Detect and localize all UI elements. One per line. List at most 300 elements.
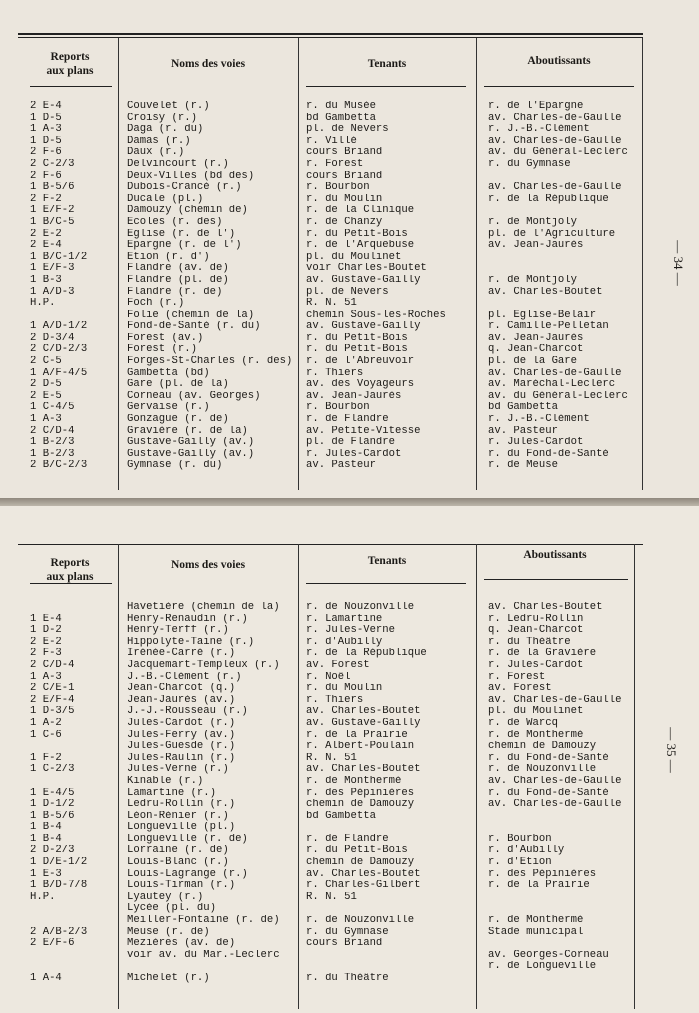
plan-ref: 1 B/C-1/2 <box>30 251 88 263</box>
street-name: Gare (pl. de la) <box>127 379 229 391</box>
tenant: chemin Sous-les-Roches <box>306 309 446 321</box>
tenant: av. Gustave-Gailly <box>306 274 421 286</box>
street-name: Havetière (chemin de la) <box>127 602 280 613</box>
aboutissant: av. Georges-Corneau <box>488 949 609 961</box>
street-name: Kinable (r.) <box>127 775 204 787</box>
table-row <box>0 252 699 264</box>
tenant: r. de Flandre <box>306 414 389 426</box>
tenant: cours Briand <box>306 170 383 182</box>
table-row <box>0 753 699 765</box>
header-reports-line1: Reports <box>50 51 90 63</box>
table-row <box>0 159 699 171</box>
aboutissant: av. Charles-de-Gaulle <box>488 694 622 706</box>
table-row <box>0 845 699 857</box>
plan-ref: 2 E/F-6 <box>30 938 75 950</box>
page-number: — 35 — <box>663 727 679 773</box>
tenant: r. du Petit-Bois <box>306 332 408 344</box>
street-name: Louis-Lagrange (r.) <box>127 868 248 880</box>
tenant: r. du Moulin <box>306 683 383 695</box>
table-row <box>0 880 699 892</box>
street-name: Damouzy (chemin de) <box>127 205 248 217</box>
plan-ref: 1 A-3 <box>30 671 62 683</box>
tenant: pl. de Nevers <box>306 286 389 298</box>
table-row <box>0 321 699 333</box>
plan-ref: 1 A/F-4/5 <box>30 367 88 379</box>
tenant: bd Gambetta <box>306 112 376 124</box>
plan-ref: 1 A/D-3 <box>30 286 75 298</box>
tenant: av. Petite-Vitesse <box>306 425 421 437</box>
table-row <box>0 310 699 322</box>
street-name: Jules-Raulin (r.) <box>127 752 236 764</box>
street-name: Epargne (r. de l') <box>127 240 242 252</box>
aboutissant: bd Gambetta <box>488 402 558 414</box>
aboutissant: av. Jean-Jaurès <box>488 240 584 252</box>
table-row <box>0 205 699 217</box>
street-name: Gervaise (r.) <box>127 402 210 414</box>
table-row <box>0 811 699 823</box>
tenant: pl. de Nevers <box>306 124 389 136</box>
tenant: r. de la Clinique <box>306 205 415 217</box>
table-row <box>0 194 699 206</box>
street-name: Lyautey (r.) <box>127 891 204 903</box>
tenant: r. de Chanzy <box>306 216 383 228</box>
aboutissant: r. Bourbon <box>488 833 552 845</box>
table-row <box>0 857 699 869</box>
tenant: pl. de Flandre <box>306 437 396 449</box>
tenant: R. N. 51 <box>306 891 357 903</box>
table-row <box>0 344 699 356</box>
aboutissant: av. Charles-de-Gaulle <box>488 799 622 811</box>
plan-ref: 1 B/C-5 <box>30 216 75 228</box>
aboutissant: av. Charles-de-Gaulle <box>488 182 622 194</box>
street-name: Jules-Guesde (r.) <box>127 741 236 753</box>
table-row <box>0 915 699 927</box>
tenant: r. des Pépinières <box>306 787 415 799</box>
tenant: av. Jean-Jaurès <box>306 390 402 402</box>
table-row <box>0 683 699 695</box>
plan-ref: 1 C-2/3 <box>30 764 75 776</box>
table-row <box>0 124 699 136</box>
plan-ref: 2 D-2/3 <box>30 845 75 857</box>
plan-ref: 2 E/F-4 <box>30 694 75 706</box>
header-underline <box>306 86 466 87</box>
plan-ref: 1 A-2 <box>30 717 62 729</box>
street-name: J.-B.-Clément (r.) <box>127 671 242 683</box>
table-row <box>0 368 699 380</box>
aboutissant: r. de Meuse <box>488 460 558 472</box>
plan-ref: 2 E-5 <box>30 390 62 402</box>
aboutissant: av. du Général-Leclerc <box>488 147 628 159</box>
table-row <box>0 217 699 229</box>
tenant: r. de la République <box>306 648 427 660</box>
plan-ref: 1 D-3/5 <box>30 706 75 718</box>
table-row <box>0 229 699 241</box>
plan-ref: 2 A/B-2/3 <box>30 926 88 938</box>
aboutissant: av. Charles-de-Gaulle <box>488 367 622 379</box>
table-row <box>0 437 699 449</box>
aboutissant: r. J.-B.-Clément <box>488 414 590 426</box>
street-name: Meiller-Fontaine (r. de) <box>127 915 280 927</box>
street-name: Jacquemart-Templeux (r.) <box>127 659 280 671</box>
aboutissant: av. Pasteur <box>488 425 558 437</box>
aboutissant: r. des Pépinières <box>488 868 597 880</box>
aboutissant: av. Forest <box>488 683 552 695</box>
aboutissant: r. du Gymnase <box>488 158 571 170</box>
tenant: r. du Musée <box>306 101 376 112</box>
aboutissant: r. de Longueville <box>488 961 597 973</box>
plan-ref: 1 B-5/6 <box>30 182 75 194</box>
plan-ref: 1 B-2/3 <box>30 448 75 460</box>
page-gutter <box>0 498 699 506</box>
table-row <box>0 741 699 753</box>
street-name: Ducale (pl.) <box>127 193 204 205</box>
table-row <box>0 950 699 962</box>
aboutissant: pl. du Moulinet <box>488 706 584 718</box>
aboutissant: av. Charles-de-Gaulle <box>488 112 622 124</box>
tenant: R. N. 51 <box>306 298 357 310</box>
aboutissant: r. de Monthermé <box>488 915 584 927</box>
table-row <box>0 927 699 939</box>
aboutissant: r. Forest <box>488 671 546 683</box>
aboutissant: av. Charles-Boutet <box>488 602 603 613</box>
top-rule <box>18 33 643 35</box>
tenant: av. Charles-Boutet <box>306 706 421 718</box>
plan-ref: 2 D-5 <box>30 379 62 391</box>
tenant: r. du Petit-Bois <box>306 344 408 356</box>
aboutissant: r. de Montjoly <box>488 274 578 286</box>
aboutissant: r. du Fond-de-Santé <box>488 448 609 460</box>
plan-ref: 1 D-1/2 <box>30 799 75 811</box>
tenant: r. Jules-Verne <box>306 625 396 637</box>
table-row <box>0 147 699 159</box>
street-name: J.-J.-Rousseau (r.) <box>127 706 248 718</box>
street-name: Louis-Blanc (r.) <box>127 857 229 869</box>
plan-ref: 2 C/E-1 <box>30 683 75 695</box>
street-name: Fond-de-Santé (r. du) <box>127 321 261 333</box>
table-row <box>0 263 699 275</box>
plan-ref: 1 E-3 <box>30 868 62 880</box>
table-row <box>0 776 699 788</box>
tenant: r. Charles-Gilbert <box>306 880 421 892</box>
header-underline <box>484 579 628 580</box>
plan-ref: 1 B-5/6 <box>30 810 75 822</box>
table-row <box>0 625 699 637</box>
table-row <box>0 614 699 626</box>
street-name: Gonzague (r. de) <box>127 414 229 426</box>
aboutissant: av. Charles-de-Gaulle <box>488 135 622 147</box>
street-name: Lorraine (r. de) <box>127 845 229 857</box>
aboutissant: r. Ledru-Rollin <box>488 613 584 625</box>
aboutissant: av. Charles-Boutet <box>488 286 603 298</box>
tenant: chemin de Damouzy <box>306 857 415 869</box>
table-row <box>0 275 699 287</box>
table-row <box>0 602 699 614</box>
page-34 <box>0 0 699 498</box>
street-name: Deux-Villes (bd des) <box>127 170 255 182</box>
header-aboutissants: Aboutissants <box>527 55 591 67</box>
aboutissant: pl. de l'Agriculture <box>488 228 616 240</box>
plan-ref: 1 C-4/5 <box>30 402 75 414</box>
plan-ref: 1 B/D-7/8 <box>30 880 88 892</box>
street-name: Gravière (r. de la) <box>127 425 248 437</box>
plan-ref: 1 E/F-2 <box>30 205 75 217</box>
plan-ref: H.P. <box>30 891 56 903</box>
tenant: cours Briand <box>306 938 383 950</box>
page-number: — 34 — <box>670 240 686 286</box>
aboutissant: r. Jules-Cardot <box>488 659 584 671</box>
tenant: av. Pasteur <box>306 460 376 472</box>
table-row <box>0 460 699 472</box>
plan-ref: 1 D-5 <box>30 112 62 124</box>
tenant: r. du Théâtre <box>306 973 389 984</box>
plan-ref: H.P. <box>30 298 56 310</box>
tenant: r. d'Aubilly <box>306 636 383 648</box>
header-reports-line1: Reports <box>50 557 90 569</box>
aboutissant: r. Camille-Pelletan <box>488 321 609 333</box>
street-name: Gymnase (r. du) <box>127 460 223 472</box>
tenant: pl. du Moulinet <box>306 251 402 263</box>
plan-ref: 1 E-4/5 <box>30 787 75 799</box>
tenant: r. du Moulin <box>306 193 383 205</box>
aboutissant: r. d'Etion <box>488 857 552 869</box>
street-name: Lycée (pl. du) <box>127 903 217 915</box>
plan-ref: 2 F-3 <box>30 648 62 660</box>
table-row <box>0 730 699 742</box>
header-reports-line2: aux plans <box>46 65 94 77</box>
plan-ref: 1 A-4 <box>30 973 62 984</box>
plan-ref: 1 D-2 <box>30 625 62 637</box>
page-35 <box>0 506 699 1013</box>
table-row <box>0 414 699 426</box>
tenant: r. du Petit-Bois <box>306 228 408 240</box>
aboutissant: r. Jules-Cardot <box>488 437 584 449</box>
street-name: Jean-Charcot (q.) <box>127 683 236 695</box>
aboutissant: r. de la République <box>488 193 609 205</box>
plan-ref: 2 F-6 <box>30 147 62 159</box>
table-row <box>0 961 699 973</box>
street-name: Flandre (r. de) <box>127 286 223 298</box>
table-row <box>0 101 699 113</box>
street-table-35 <box>0 602 699 985</box>
street-name: Daux (r.) <box>127 147 185 159</box>
aboutissant: q. Jean-Charcot <box>488 344 584 356</box>
table-row <box>0 648 699 660</box>
plan-ref: 1 B-3 <box>30 274 62 286</box>
aboutissant: av. Maréchal-Leclerc <box>488 379 616 391</box>
header-tenants: Tenants <box>367 555 407 567</box>
table-row <box>0 822 699 834</box>
plan-ref: 2 E-4 <box>30 240 62 252</box>
street-name: Henry-Renaudin (r.) <box>127 613 248 625</box>
street-name: Foch (r.) <box>127 298 185 310</box>
table-row <box>0 672 699 684</box>
header-noms: Noms des voies <box>170 559 246 571</box>
table-row <box>0 892 699 904</box>
street-name: Corneau (av. Georges) <box>127 390 261 402</box>
header-underline <box>30 583 112 584</box>
street-name: Ecoles (r. des) <box>127 216 223 228</box>
plan-ref: 1 F-2 <box>30 752 62 764</box>
street-name: Forest (r.) <box>127 344 197 356</box>
plan-ref: 1 A-3 <box>30 124 62 136</box>
street-name: Mezières (av. de) <box>127 938 236 950</box>
aboutissant: pl. Eglise-Belair <box>488 309 597 321</box>
plan-ref: 2 E-4 <box>30 101 62 112</box>
aboutissant: r. d'Aubilly <box>488 845 565 857</box>
tenant: r. de Flandre <box>306 833 389 845</box>
table-row <box>0 356 699 368</box>
street-name: Jean-Jaurès (av.) <box>127 694 236 706</box>
table-row <box>0 171 699 183</box>
aboutissant: r. de la Gravière <box>488 648 597 660</box>
street-name: Louis-Tirman (r.) <box>127 880 236 892</box>
table-row <box>0 788 699 800</box>
table-row <box>0 379 699 391</box>
table-row <box>0 834 699 846</box>
plan-ref: 2 C/D-4 <box>30 425 75 437</box>
tenant: av. des Voyageurs <box>306 379 415 391</box>
plan-ref: 2 C/D-4 <box>30 659 75 671</box>
table-row <box>0 695 699 707</box>
street-name: Jules-Verne (r.) <box>127 764 229 776</box>
street-name: Daga (r. du) <box>127 124 204 136</box>
plan-ref: 2 C-5 <box>30 356 62 368</box>
plan-ref: 1 A-3 <box>30 414 62 426</box>
tenant: bd Gambetta <box>306 810 376 822</box>
tenant: r. Albert-Poulain <box>306 741 415 753</box>
tenant: r. Noël <box>306 671 351 683</box>
aboutissant: r. de la Prairie <box>488 880 590 892</box>
table-row <box>0 764 699 776</box>
table-row <box>0 240 699 252</box>
table-row <box>0 449 699 461</box>
table-row <box>0 287 699 299</box>
street-name: Flandre (av. de) <box>127 263 229 275</box>
tenant: voir Charles-Boutet <box>306 263 427 275</box>
street-name: Meuse (r. de) <box>127 926 210 938</box>
table-row <box>0 799 699 811</box>
tenant: r. de l'Arquebuse <box>306 240 415 252</box>
aboutissant: r. du Théâtre <box>488 636 571 648</box>
tenant: r. Forest <box>306 158 364 170</box>
table-row <box>0 938 699 950</box>
tenant: chemin de Damouzy <box>306 799 415 811</box>
table-row <box>0 136 699 148</box>
street-name: Delvincourt (r.) <box>127 158 229 170</box>
header-tenants: Tenants <box>367 58 407 70</box>
table-row <box>0 973 699 985</box>
plan-ref: 2 D-3/4 <box>30 332 75 344</box>
table-row <box>0 718 699 730</box>
tenant: av. Gustave-Gailly <box>306 717 421 729</box>
table-row <box>0 426 699 438</box>
street-name: Forges-St-Charles (r. des) <box>127 356 293 368</box>
aboutissant: r. de Nouzonville <box>488 764 597 776</box>
street-name: Gustave-Gailly (av.) <box>127 448 255 460</box>
aboutissant: av. Charles-de-Gaulle <box>488 775 622 787</box>
street-name: Henry-Terff (r.) <box>127 625 229 637</box>
plan-ref: 1 D/E-1/2 <box>30 857 88 869</box>
tenant: av. Charles-Boutet <box>306 764 421 776</box>
aboutissant: r. du Fond-de-Santé <box>488 787 609 799</box>
street-name: Irénée-Carré (r.) <box>127 648 236 660</box>
street-name: Dubois-Crancé (r.) <box>127 182 242 194</box>
plan-ref: 1 A/D-1/2 <box>30 321 88 333</box>
aboutissant: pl. de la Gare <box>488 356 578 368</box>
aboutissant: Stade municipal <box>488 926 584 938</box>
street-name: Jules-Cardot (r.) <box>127 717 236 729</box>
plan-ref: 2 E-2 <box>30 636 62 648</box>
plan-ref: 2 C/D-2/3 <box>30 344 88 356</box>
plan-ref: 2 C-2/3 <box>30 158 75 170</box>
header-aboutissants: Aboutissants <box>523 549 587 561</box>
street-name: Ledru-Rollin (r.) <box>127 799 236 811</box>
aboutissant: av. Jean-Jaurès <box>488 332 584 344</box>
street-name: Forest (av.) <box>127 332 204 344</box>
header-underline <box>306 583 466 584</box>
table-row <box>0 113 699 125</box>
table-row <box>0 333 699 345</box>
tenant: r. de l'Abreuvoir <box>306 356 415 368</box>
street-name: Michelet (r.) <box>127 973 210 984</box>
tenant: r. du Gymnase <box>306 926 389 938</box>
street-name: Léon-Rénier (r.) <box>127 810 229 822</box>
aboutissant: r. de Monthermé <box>488 729 584 741</box>
street-name: Gambetta (bd) <box>127 367 210 379</box>
plan-ref: 2 F-2 <box>30 193 62 205</box>
street-name: Couvelet (r.) <box>127 101 210 112</box>
aboutissant: r. du Fond-de-Santé <box>488 752 609 764</box>
street-name: Damas (r.) <box>127 135 191 147</box>
aboutissant: chemin de Damouzy <box>488 741 597 753</box>
street-name: Etion (r. d') <box>127 251 210 263</box>
tenant: av. Gustave-Gailly <box>306 321 421 333</box>
tenant: r. Villé <box>306 135 357 147</box>
table-row <box>0 391 699 403</box>
header-reports <box>22 556 118 584</box>
tenant: r. de Monthermé <box>306 775 402 787</box>
plan-ref: 2 F-6 <box>30 170 62 182</box>
street-name: Jules-Ferry (av.) <box>127 729 236 741</box>
plan-ref: 1 E/F-3 <box>30 263 75 275</box>
plan-ref: 1 B-4 <box>30 833 62 845</box>
tenant: r. de Nouzonville <box>306 602 415 613</box>
plan-ref: 1 E-4 <box>30 613 62 625</box>
table-row <box>0 903 699 915</box>
tenant: r. Jules-Cardot <box>306 448 402 460</box>
tenant: cours Briand <box>306 147 383 159</box>
street-name: Croisy (r.) <box>127 112 197 124</box>
table-row <box>0 869 699 881</box>
street-name: Flandre (pl. de) <box>127 274 229 286</box>
tenant: r. Bourbon <box>306 182 370 194</box>
tenant: r. Lamartine <box>306 613 383 625</box>
tenant: r. du Petit-Bois <box>306 845 408 857</box>
street-name: Hippolyte-Taine (r.) <box>127 636 255 648</box>
plan-ref: 1 B-4 <box>30 822 62 834</box>
header-reports <box>22 50 118 78</box>
aboutissant: r. J.-B.-Clément <box>488 124 590 136</box>
header-noms: Noms des voies <box>170 58 246 70</box>
street-name: Longueville (r. de) <box>127 833 248 845</box>
tenant: r. Thiers <box>306 367 364 379</box>
plan-ref: 2 B/C-2/3 <box>30 460 88 472</box>
tenant: r. de Nouzonville <box>306 915 415 927</box>
aboutissant: av. du Général-Leclerc <box>488 390 628 402</box>
top-rule <box>18 544 643 545</box>
street-name: Longueville (pl.) <box>127 822 236 834</box>
aboutissant: r. de l'Epargne <box>488 101 584 112</box>
